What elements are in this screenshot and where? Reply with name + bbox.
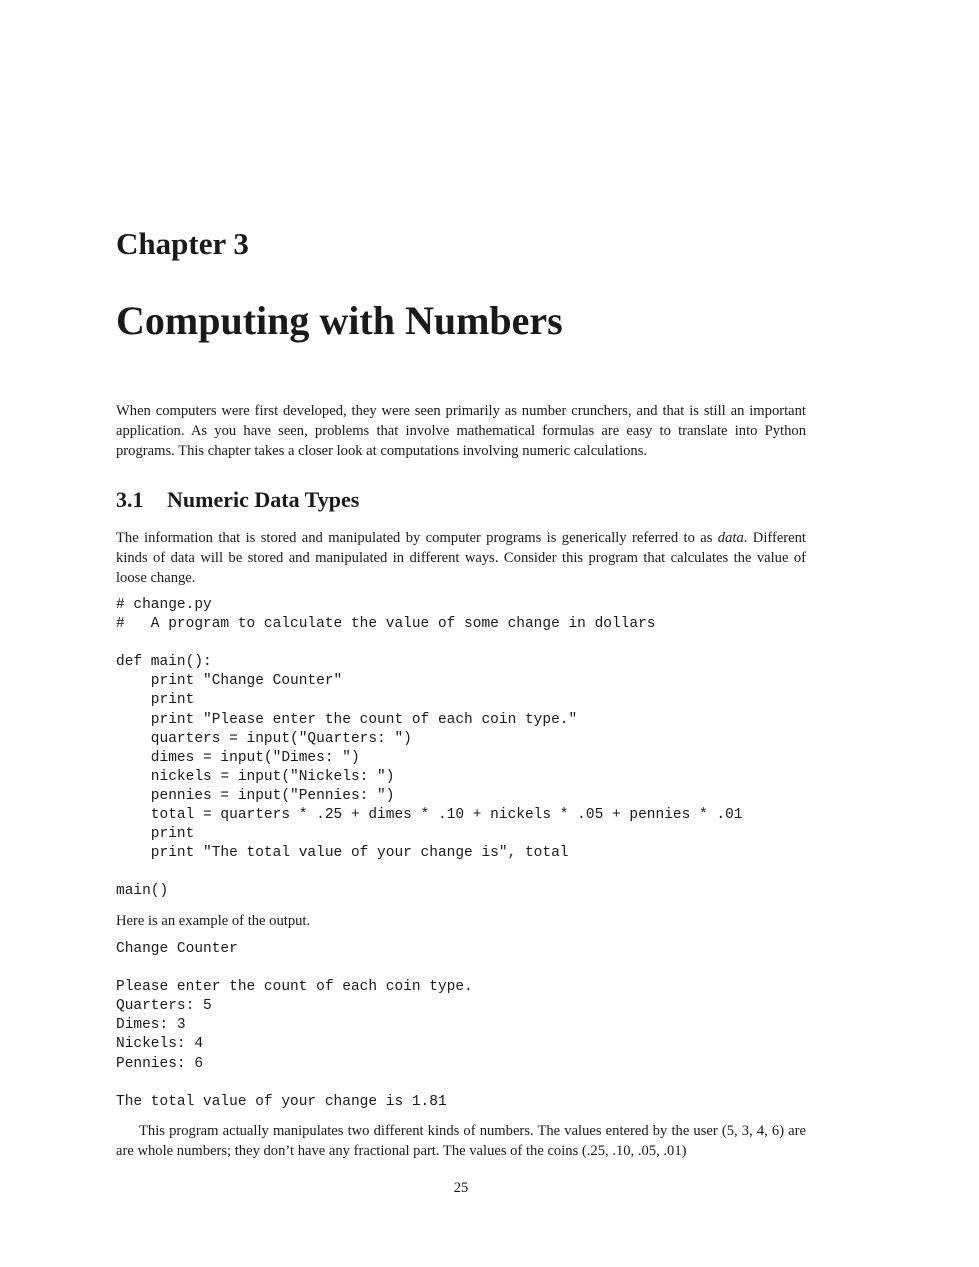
section-number: 3.1 <box>116 487 144 512</box>
example-intro: Here is an example of the output. <box>116 913 311 929</box>
last-paragraph: This program actually manipulates two different kinds of numbers. The values entered by the user (5, 3, 4, 6) are are whole numbers; they don’t have any fractional part. The values of the coins (.25, .10, .05, .01) <box>116 1123 806 1159</box>
page-number: 25 <box>453 1180 469 1196</box>
data-paragraph <box>116 528 806 588</box>
data-paragraph-text-before: The information that is stored and manipulated by computer programs is generically referred to as <box>116 530 718 546</box>
program-code-block: # change.py # A program to calculate the value of some change in dollars def main(): print "Change Counter" print print "Please enter the count of each coin type." quarters = input("Quarters: ") dimes = input("Dimes: ") nickels = input("Nickels: ") pennies = input("Pennies: ") total = quarters * .25 + dimes * .10 + nickels * .05 + pennies * .01 print print "The total value of your change is", total main() <box>116 597 743 900</box>
output-code-block: Change Counter Please enter the count of each coin type. Quarters: 5 Dimes: 3 Nickels: 4 Pennies: 6 The total value of your change is 1.81 <box>116 941 473 1110</box>
data-paragraph-text-after: . Different kinds of data will be stored and manipulated in different ways. Consider this program that calculates the value of loose change. <box>116 530 806 586</box>
chapter-title: Computing with Numbers <box>116 298 563 343</box>
data-emphasis: data <box>717 530 744 546</box>
intro-paragraph: When computers were first developed, they were seen primarily as number crunchers, and that is still an important application. As you have seen, problems that involve mathematical formulas are easy to translate into Python programs. This chapter takes a closer look at computations involving numeric calculations. <box>116 403 806 459</box>
chapter-label: Chapter 3 <box>116 226 249 261</box>
section-title: Numeric Data Types <box>167 487 360 512</box>
section-heading <box>116 487 359 513</box>
